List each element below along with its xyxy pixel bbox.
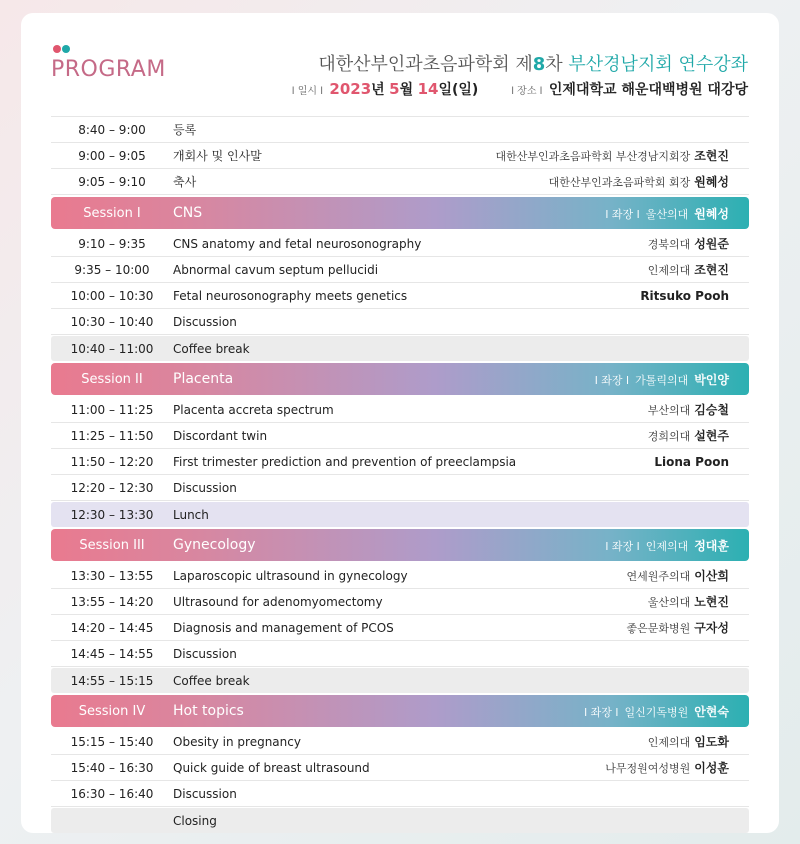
row-time: 14:45 – 14:55 — [70, 646, 154, 661]
row-speaker — [725, 508, 749, 522]
session-title: CNS — [173, 205, 203, 221]
row-time: 15:15 – 15:40 — [70, 734, 154, 749]
speaker-name: 이성훈 — [694, 761, 729, 775]
schedule-row — [51, 781, 749, 807]
chair-name: 정대훈 — [694, 538, 729, 553]
row-topic: Discussion — [173, 314, 237, 329]
row-speaker — [650, 455, 749, 469]
date-label: l 일시 l — [291, 86, 323, 97]
row-speaker — [648, 427, 749, 444]
session-label: Session IV — [78, 703, 146, 719]
session-header — [51, 695, 749, 727]
row-topic: Diagnosis and management of PCOS — [173, 620, 394, 635]
schedule-row — [51, 475, 749, 501]
row-topic: Ultrasound for adenomyomectomy — [173, 594, 383, 609]
row-speaker — [725, 674, 749, 688]
chair-affiliation: 울산의대 — [645, 207, 689, 221]
chair-name: 안현숙 — [694, 704, 729, 719]
date-year-unit: 년 — [371, 82, 385, 98]
session-chair — [595, 371, 749, 388]
row-topic: Coffee break — [173, 341, 250, 356]
schedule-row — [51, 423, 749, 449]
row-speaker — [725, 787, 749, 801]
speaker-name: Ritsuko Pooh — [640, 288, 729, 303]
session-header — [51, 363, 749, 395]
speaker-affiliation: 경북의대 — [647, 238, 691, 251]
row-speaker — [648, 733, 749, 750]
event-edition-unit: 차 — [545, 54, 569, 75]
chair-name: 원혜성 — [694, 206, 729, 221]
row-speaker — [648, 261, 749, 278]
row-speaker — [648, 401, 749, 418]
speaker-affiliation: 나무정원여성병원 — [605, 762, 691, 775]
row-time: 10:40 – 11:00 — [70, 341, 154, 356]
row-speaker — [725, 315, 749, 329]
row-speaker — [495, 147, 749, 164]
row-time: 9:35 – 10:00 — [74, 262, 150, 277]
row-topic: CNS anatomy and fetal neurosonography — [173, 236, 422, 251]
speaker-name: 구자성 — [694, 621, 729, 635]
row-topic: 등록 — [173, 123, 197, 137]
row-speaker — [725, 647, 749, 661]
row-time: 9:10 – 9:35 — [78, 236, 146, 251]
row-time: 14:20 – 14:45 — [70, 620, 154, 635]
schedule-row — [51, 449, 749, 475]
speaker-name: 설현주 — [694, 429, 729, 443]
row-topic: First trimester prediction and prevention of preeclampsia — [173, 454, 517, 469]
row-speaker — [626, 567, 749, 584]
brand-dot-pink — [53, 45, 61, 53]
row-topic: Quick guide of breast ultrasound — [173, 760, 370, 775]
event-title-main: 대한산부인과초음파학회 제 — [318, 54, 533, 75]
row-time: 16:30 – 16:40 — [70, 786, 154, 801]
row-time: 9:00 – 9:05 — [78, 148, 146, 163]
row-topic: Lunch — [173, 507, 209, 522]
row-time: 15:40 – 16:30 — [70, 760, 154, 775]
row-topic: Discordant twin — [173, 428, 268, 443]
speaker-affiliation: 부산의대 — [647, 404, 691, 417]
brand-dot-teal — [62, 45, 70, 53]
event-title-accent: 부산경남지회 연수강좌 — [568, 54, 748, 75]
speaker-affiliation: 인제의대 — [647, 736, 691, 749]
row-topic: Discussion — [173, 646, 237, 661]
speaker-affiliation: 인제의대 — [647, 264, 691, 277]
row-speaker — [626, 619, 749, 636]
session-title: Gynecology — [173, 537, 256, 553]
venue-label: l 장소 l — [511, 86, 543, 97]
chair-affiliation: 일신기독병원 — [624, 705, 689, 719]
speaker-name: 김승철 — [694, 403, 729, 417]
program-heading: PROGRAM — [51, 57, 166, 82]
brand-dots — [53, 38, 71, 57]
session-label: Session III — [79, 537, 145, 553]
program-card — [21, 13, 779, 833]
schedule-row — [51, 143, 749, 169]
row-topic: Fetal neurosonography meets genetics — [173, 288, 408, 303]
row-time: 11:25 – 11:50 — [70, 428, 154, 443]
row-time: 12:20 – 12:30 — [70, 480, 154, 495]
row-topic: 개회사 및 인사말 — [173, 149, 262, 163]
schedule-row — [51, 336, 749, 361]
speaker-name: 조현진 — [694, 149, 729, 163]
row-time: 11:50 – 12:20 — [70, 454, 154, 469]
schedule-row — [51, 283, 749, 309]
schedule-row — [51, 231, 749, 257]
row-time: 9:05 – 9:10 — [78, 174, 146, 189]
chair-label: l 좌장 l — [594, 373, 630, 387]
schedule-row — [51, 668, 749, 693]
schedule-row — [51, 563, 749, 589]
row-time: 10:30 – 10:40 — [70, 314, 154, 329]
speaker-affiliation: 경희의대 — [647, 430, 691, 443]
row-time: 13:55 – 14:20 — [70, 594, 154, 609]
event-title — [318, 50, 748, 76]
schedule-row — [51, 257, 749, 283]
row-topic: Abnormal cavum septum pellucidi — [173, 262, 379, 277]
row-speaker — [549, 173, 749, 190]
speaker-name: Liona Poon — [654, 454, 729, 469]
date-day-unit: 일(일) — [438, 82, 479, 98]
row-topic: Obesity in pregnancy — [173, 734, 301, 749]
speaker-name: 성원준 — [694, 237, 729, 251]
row-speaker — [725, 123, 749, 137]
schedule-row — [51, 169, 749, 195]
date-day: 14 — [417, 80, 439, 98]
session-chair — [605, 205, 749, 222]
speaker-name: 임도화 — [694, 735, 729, 749]
row-time: 11:00 – 11:25 — [70, 402, 154, 417]
schedule-row — [51, 309, 749, 335]
chair-label: l 좌장 l — [605, 539, 640, 553]
row-speaker — [605, 759, 749, 776]
speaker-affiliation: 대한산부인과초음파학회 회장 — [548, 176, 691, 189]
row-topic: Closing — [173, 813, 217, 828]
row-speaker — [725, 481, 749, 495]
row-speaker — [648, 593, 749, 610]
schedule-row — [51, 641, 749, 667]
session-label: Session I — [83, 205, 141, 221]
session-title: Placenta — [173, 371, 234, 387]
row-topic: Discussion — [173, 480, 237, 495]
venue: 인제대학교 해운대백병원 대강당 — [548, 82, 748, 98]
schedule-row — [51, 615, 749, 641]
row-time: 12:30 – 13:30 — [70, 507, 154, 522]
schedule-row — [51, 397, 749, 423]
speaker-affiliation: 연세원주의대 — [626, 570, 691, 583]
schedule-row — [51, 729, 749, 755]
row-topic: 축사 — [173, 175, 197, 189]
row-time: 8:40 – 9:00 — [78, 122, 146, 137]
date-month-unit: 월 — [399, 82, 414, 98]
chair-affiliation: 가톨릭의대 — [635, 373, 689, 387]
row-speaker — [648, 235, 749, 252]
schedule-table — [51, 116, 749, 834]
session-label: Session II — [81, 371, 143, 387]
row-topic: Coffee break — [173, 673, 250, 688]
speaker-name: 이산희 — [694, 569, 729, 583]
date-month: 5 — [389, 80, 400, 98]
session-title: Hot topics — [173, 703, 244, 719]
speaker-affiliation: 좋은문화병원 — [626, 622, 691, 635]
row-time: 13:30 – 13:55 — [70, 568, 154, 583]
schedule-row — [51, 808, 749, 833]
event-edition-number: 8 — [532, 54, 546, 75]
row-topic: Discussion — [173, 786, 237, 801]
chair-affiliation: 인제의대 — [645, 539, 689, 553]
speaker-affiliation: 대한산부인과초음파학회 부산경남지회장 — [495, 150, 691, 163]
row-topic: Laparoscopic ultrasound in gynecology — [173, 568, 408, 583]
row-speaker — [636, 289, 749, 303]
speaker-name: 조현진 — [694, 263, 729, 277]
schedule-row — [51, 502, 749, 527]
schedule-row — [51, 116, 749, 143]
chair-label: l 좌장 l — [605, 207, 640, 221]
schedule-row — [51, 589, 749, 615]
session-header — [51, 529, 749, 561]
chair-name: 박인양 — [694, 372, 729, 387]
row-topic: Placenta accreta spectrum — [173, 402, 334, 417]
speaker-name: 노현진 — [694, 595, 729, 609]
speaker-name: 원혜성 — [694, 175, 729, 189]
schedule-row — [51, 755, 749, 781]
session-chair — [584, 703, 749, 720]
row-speaker — [725, 814, 749, 828]
chair-label: l 좌장 l — [584, 705, 619, 719]
date-year: 2023 — [329, 80, 372, 98]
event-meta — [290, 79, 748, 99]
speaker-affiliation: 울산의대 — [647, 596, 691, 609]
row-time: 10:00 – 10:30 — [70, 288, 154, 303]
row-speaker — [725, 342, 749, 356]
row-time: 14:55 – 15:15 — [70, 673, 154, 688]
session-chair — [605, 537, 749, 554]
session-header — [51, 197, 749, 229]
